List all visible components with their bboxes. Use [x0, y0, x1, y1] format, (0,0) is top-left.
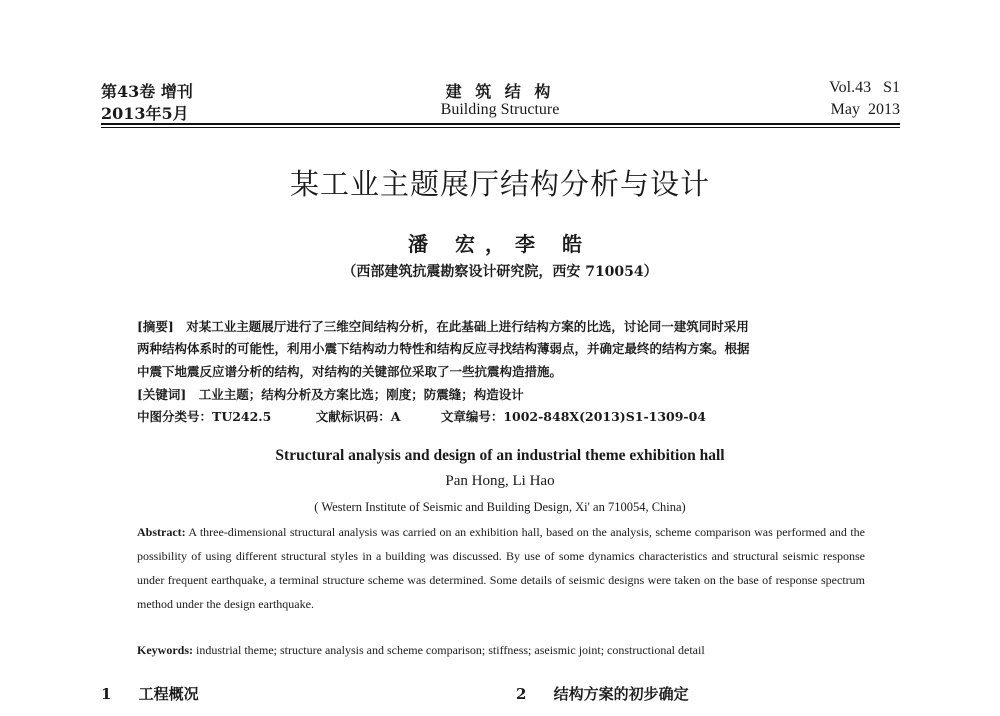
paper-authors: 潘 宏，李 皓 [408, 232, 592, 256]
english-abstract-label: Abstract: [137, 525, 186, 539]
english-keywords-label: Keywords: [137, 643, 193, 657]
keywords-cn-label: [关键词] [137, 387, 187, 402]
clc-value: TU242.5 [212, 409, 272, 424]
article-label: 文章编号： [440, 409, 504, 424]
paper-title: 某工业主题展厅结构分析与设计 [289, 167, 710, 201]
header-rule-thick [101, 123, 900, 125]
doc-label: 文献标识码： [315, 409, 391, 424]
journal-date-en: May 2013 [830, 101, 900, 118]
english-title: Structural analysis and design of an industrial theme exhibition hall [275, 447, 725, 464]
article-value: 1002-848X(2013)S1-1309-04 [503, 409, 707, 424]
journal-name-cn: 建 筑 结 构 [445, 82, 555, 101]
english-keywords [137, 643, 705, 658]
english-affiliation: ( Western Institute of Seismic and Building Design, Xi' an 710054, China) [314, 500, 686, 514]
keywords-cn [137, 385, 524, 403]
english-abstract-text: A three-dimensional structural analysis was carried on an exhibition hall, based on the analysis, scheme comparison was performed and the possibility of using different structural styles in a building was discussed. By use of some dynamics characteristics and structural seismic response under frequent earthquake, a terminal structure scheme was determined. Some details of seismic designs were taken on the base of response spectrum method under the design earthquake. [137, 525, 865, 611]
clc-label: 中图分类号： [137, 409, 213, 424]
abstract-cn-line-1 [137, 317, 749, 335]
section-1-heading [101, 683, 199, 704]
english-keywords-text: industrial theme; structure analysis and scheme comparison; stiffness; aseismic joint; constructional detail [196, 643, 705, 657]
section-1-title: 工程概况 [138, 685, 199, 703]
header-rule-thin [101, 127, 900, 128]
journal-volume-en: Vol.43 S1 [829, 79, 900, 96]
journal-date: 2013年5月 [101, 104, 189, 123]
section-2-title: 结构方案的初步确定 [553, 685, 689, 703]
doc-value: A [390, 409, 401, 424]
abstract-cn-line-3: 中震下地震反应谱分析的结构，对结构的关键部位采取了一些抗震构造措施。 [137, 364, 563, 379]
section-2-number: 2 [516, 685, 527, 703]
journal-volume-issue: 第43卷 增刊 [101, 82, 193, 101]
journal-name-en: Building Structure [440, 101, 560, 118]
paper-affiliation: （西部建筑抗震勘察设计研究院，西安 710054） [342, 264, 658, 280]
classification-line [137, 407, 706, 425]
abstract-cn-label: [摘要] [137, 319, 174, 334]
abstract-cn-text: 对某工业主题展厅进行了三维空间结构分析，在此基础上进行结构方案的比选，讨论同一建筑同时采用 [186, 319, 749, 334]
section-2-heading [516, 683, 689, 704]
abstract-cn-line-2: 两种结构体系时的可能性，利用小震下结构动力特性和结构反应寻找结构薄弱点，并确定最终的结构方案。根据 [137, 341, 750, 356]
section-1-number: 1 [101, 685, 112, 703]
english-authors: Pan Hong, Li Hao [445, 473, 555, 489]
keywords-cn-text: 工业主题；结构分析及方案比选；刚度；防震缝；构造设计 [198, 387, 524, 402]
english-abstract [137, 520, 865, 616]
